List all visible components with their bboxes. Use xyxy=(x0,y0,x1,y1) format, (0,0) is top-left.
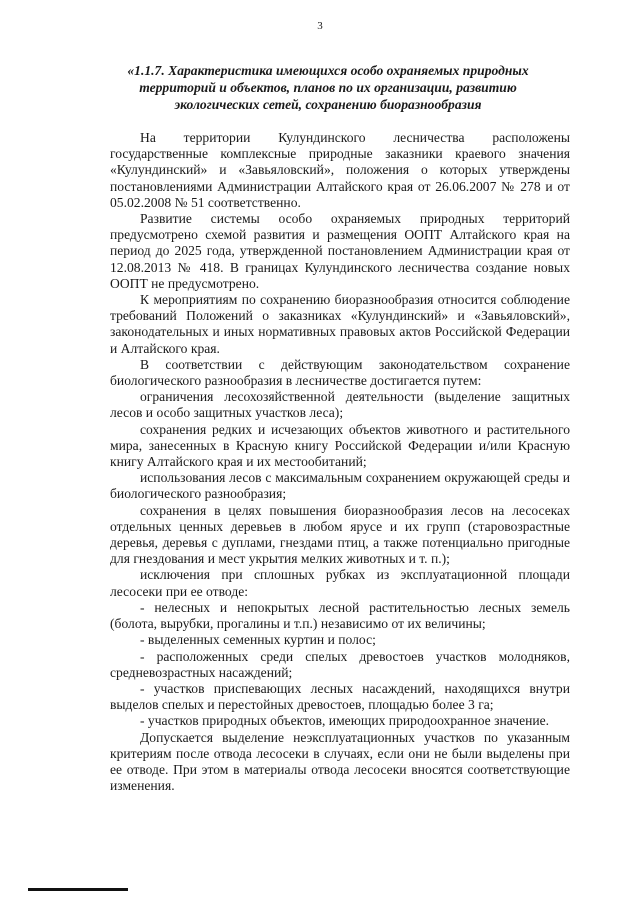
page-number: 3 xyxy=(317,20,323,32)
sub-item-seed-plots: - выделенных семенных куртин и полос; xyxy=(140,632,376,648)
paragraph-development-plan: Развитие системы особо охраняемых природных территорий предусмотрено схемой развития и размещения ООПТ Алтайского края на период до 2025 года, утвержденной постановлением Администрации края от 12.08.2013 № 418. В границах Кулундинского лесничества создание новых ООПТ не предусмотрено. xyxy=(110,211,570,291)
paragraph-legislation-intro: В соответствии с действующим законодательством сохранение биологического разнообразия в лесничестве достигается путем: xyxy=(110,356,570,389)
sub-item-natural-objects: - участков природных объектов, имеющих природоохранное значение. xyxy=(140,713,550,729)
paragraph-additional-allocation: Допускается выделение неэксплуатационных участков по указанным критериям после отвода лесосеки в случаях, если они не были выделены при ее отводе. При этом в материалы отвода лесосеки вносятся соответствующие изменения. xyxy=(110,729,570,794)
sub-item-young-stands: - расположенных среди спелых древостоев участков молодняков, средневозрастных насаждений; xyxy=(110,648,570,680)
list-item-valuable-trees: сохранения в целях повышения биоразнообразия лесов на лесосеках отдельных ценных деревьев в любом ярусе и их групп (старовозрастные деревья, деревья с дуплами, гнездами птиц, а также потенциально пригодные для гнездования и мест укрытия мелких животных и т. п.); xyxy=(110,502,570,567)
sub-item-nonforest-lands: - нелесных и непокрытых лесной растительностью лесных земель (болота, вырубки, прогалины и т.п.) независимо от их величины; xyxy=(110,599,570,632)
footer-rule xyxy=(28,888,128,891)
list-item-restriction: ограничения лесохозяйственной деятельности (выделение защитных лесов и особо защитных участков леса); xyxy=(110,389,570,421)
paragraph-protected-areas: На территории Кулундинского лесничества расположены государственные комплексные природные заказники краевого значения «Кулундинский» и «Завьяловский», положения о которых утверждены постановлениями Администрации Алтайского края от 26.06.2007 № 278 и от 05.02.2008 № 51 соответственно. xyxy=(110,130,570,210)
list-item-exclusion: исключения при сплошных рубках из эксплуатационной площади лесосеки при ее отводе: xyxy=(110,567,570,599)
section-title: «1.1.7. Характеристика имеющихся особо охраняемых природных территорий и объектов, планов по их организации, развитию экологических сетей, сохранению биоразнообразия xyxy=(127,63,529,112)
sub-item-maturing-stands: - участков приспевающих лесных насаждений, находящихся внутри выделов спелых и перестойных древостоев, площадью более 3 га; xyxy=(110,680,570,713)
list-item-rare-species: сохранения редких и исчезающих объектов животного и растительного мира, занесенных в Красную книгу Российской Федерации и/или Красную книгу Алтайского края и их местообитаний; xyxy=(110,421,570,470)
paragraph-biodiversity-measures: К мероприятиям по сохранению биоразнообразия относится соблюдение требований Положений о заказниках «Кулундинский» и «Завьяловский», законодательных и иных нормативных правовых актов Российской Федерации и Алтайского края. xyxy=(110,292,570,356)
list-item-forest-use: использования лесов с максимальным сохранением окружающей среды и биологического разнообразия; xyxy=(110,470,570,502)
document-body xyxy=(110,130,570,794)
